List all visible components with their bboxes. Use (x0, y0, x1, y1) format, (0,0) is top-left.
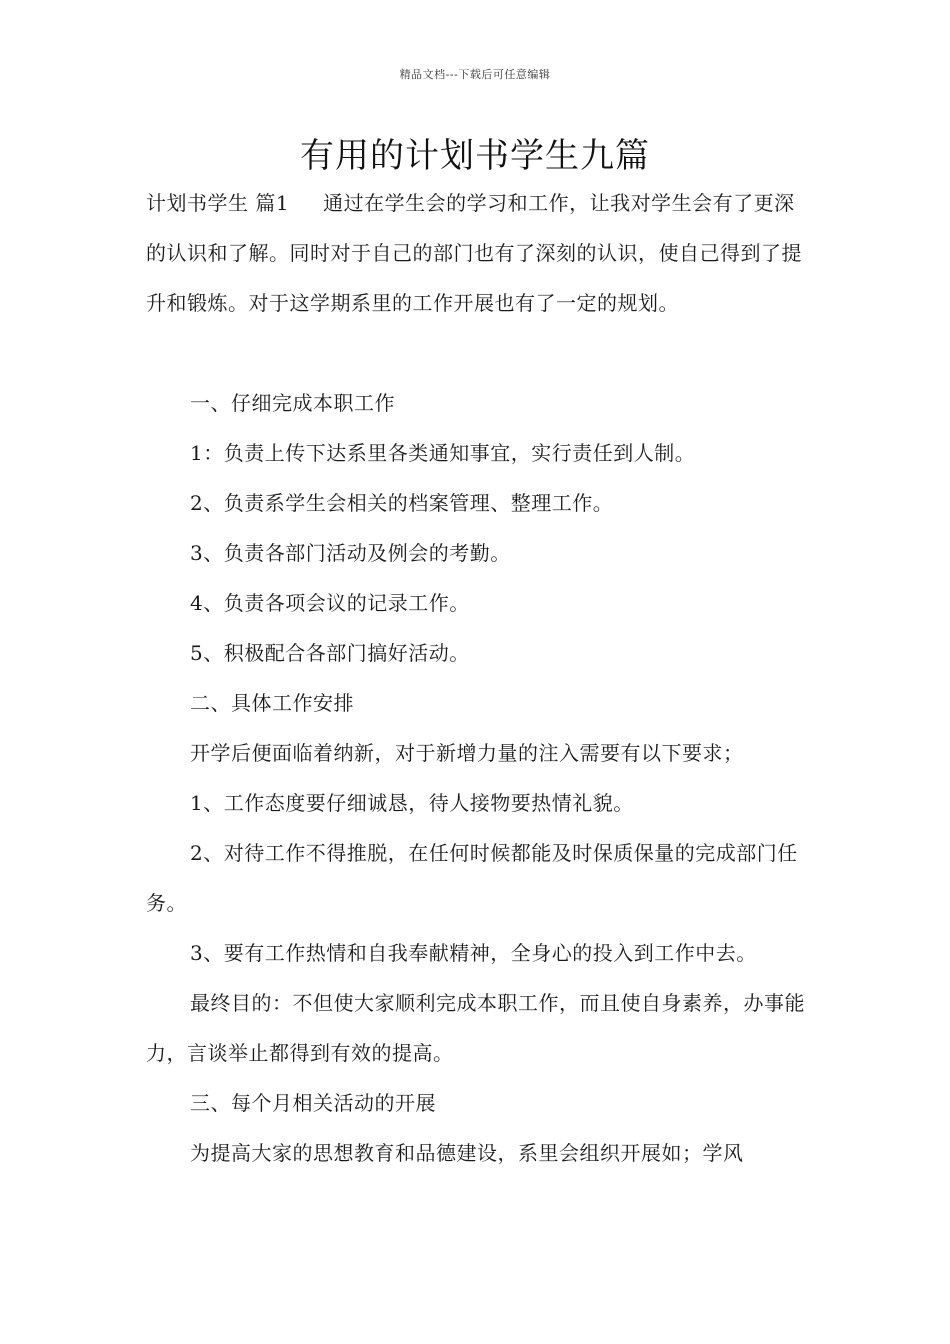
body-paragraph: 开学后便面临着纳新，对于新增力量的注入需要有以下要求； (190, 741, 744, 765)
paragraph-gap (146, 328, 806, 378)
list-item: 2、负责系学生会相关的档案管理、整理工作。 (190, 491, 614, 515)
intro-text: 通过在学生会的学习和工作，让我对学生会有了更深的认识和了解。同时对于自己的部门也有了深刻的认识，使自己得到了提升和锻炼。对于这学期系里的工作开展也有了一定的规划。 (146, 191, 802, 315)
list-item: 2、对待工作不得推脱，在任何时候都能及时保质保量的完成部门任务。 (146, 841, 798, 915)
document-title: 有用的计划书学生九篇 (300, 136, 650, 176)
section-heading: 二、具体工作安排 (190, 691, 354, 715)
body-paragraph: 为提高大家的思想教育和品德建设，系里会组织开展如；学风 (190, 1141, 744, 1165)
document-body (146, 178, 806, 1178)
section-heading: 一、仔细完成本职工作 (190, 391, 395, 415)
list-item: 5、积极配合各部门搞好活动。 (190, 641, 470, 665)
intro-paragraph (146, 178, 806, 328)
list-item: 3、要有工作热情和自我奉献精神，全身心的投入到工作中去。 (190, 941, 757, 965)
list-item: 1、工作态度要仔细诚恳，待人接物要热情礼貌。 (190, 791, 634, 815)
list-item: 4、负责各项会议的记录工作。 (190, 591, 470, 615)
list-item: 3、负责各部门活动及例会的考勤。 (190, 541, 511, 565)
article-label: 计划书学生 篇1 (146, 191, 290, 215)
body-paragraph: 最终目的：不但使大家顺利完成本职工作，而且使自身素养，办事能力，言谈举止都得到有效的提高。 (146, 991, 805, 1065)
list-item: 1：负责上传下达系里各类通知事宜，实行责任到人制。 (190, 441, 696, 465)
section-heading: 三、每个月相关活动的开展 (190, 1091, 436, 1115)
page-header: 精品文档---下载后可任意编辑 (399, 68, 551, 81)
